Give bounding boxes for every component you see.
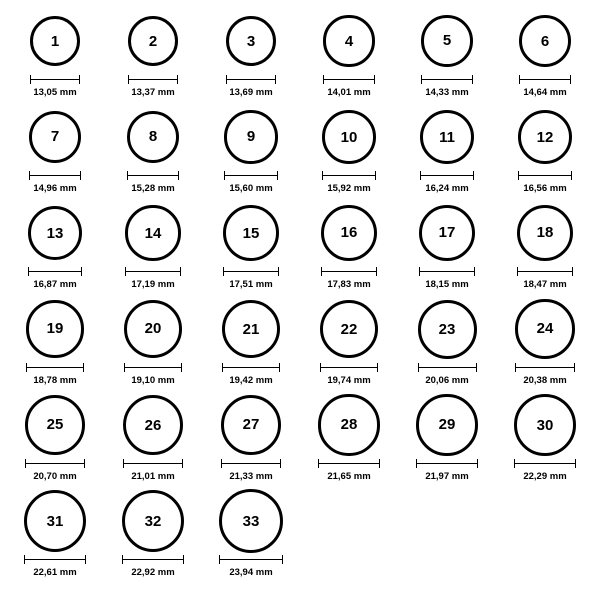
diameter-measure-icon (515, 363, 574, 373)
diameter-value-label: 14,33 mm (425, 87, 469, 98)
ring-size-cell (202, 298, 300, 394)
ring-circle-icon (222, 300, 280, 358)
ring-size-label: 11 (439, 128, 455, 146)
ring-circle-wrapper (28, 202, 83, 264)
ring-circle-wrapper (321, 202, 377, 264)
ring-size-row (6, 394, 594, 490)
diameter-measure-icon (28, 267, 83, 277)
ring-size-label: 26 (144, 416, 162, 434)
diameter-value-label: 17,51 mm (229, 279, 273, 290)
ring-size-label: 16 (340, 224, 358, 242)
diameter-value-label: 23,94 mm (229, 567, 273, 578)
ring-circle-icon (26, 300, 83, 357)
ring-circle-wrapper (519, 10, 571, 72)
ring-circle-icon (226, 16, 277, 67)
ring-circle-wrapper (29, 106, 81, 168)
ring-size-label: 28 (340, 416, 358, 434)
diameter-measure-icon (519, 75, 571, 85)
ring-size-label: 12 (536, 128, 554, 146)
diameter-value-label: 19,74 mm (327, 375, 371, 386)
ring-circle-icon (127, 111, 180, 164)
ring-size-cell (104, 202, 202, 298)
ring-size-cell (6, 106, 104, 202)
ring-size-cell (300, 202, 398, 298)
ring-circle-wrapper (421, 10, 473, 72)
diameter-value-label: 16,24 mm (425, 183, 469, 194)
diameter-measure-icon (221, 459, 282, 469)
diameter-measure-icon (419, 267, 476, 277)
ring-size-label: 29 (438, 416, 456, 434)
ring-size-label: 14 (144, 224, 162, 242)
ring-circle-icon (25, 395, 85, 455)
ring-size-cell (104, 298, 202, 394)
diameter-value-label: 20,38 mm (523, 375, 567, 386)
ring-circle-icon (416, 394, 477, 455)
diameter-measure-icon (416, 459, 477, 469)
ring-size-label: 3 (246, 32, 256, 50)
ring-size-label: 31 (46, 512, 64, 530)
ring-circle-icon (224, 110, 277, 163)
diameter-value-label: 19,10 mm (131, 375, 175, 386)
ring-size-cell (398, 298, 496, 394)
ring-circle-wrapper (127, 106, 180, 168)
ring-circle-wrapper (514, 394, 576, 456)
ring-circle-wrapper (125, 202, 180, 264)
diameter-value-label: 18,15 mm (425, 279, 469, 290)
ring-circle-icon (323, 15, 374, 66)
ring-size-label: 30 (536, 416, 554, 434)
ring-circle-wrapper (122, 490, 185, 552)
ring-size-label: 17 (438, 224, 456, 242)
ring-circle-icon (223, 205, 279, 261)
diameter-value-label: 14,64 mm (523, 87, 567, 98)
ring-circle-wrapper (517, 202, 574, 264)
ring-size-cell (202, 10, 300, 106)
ring-size-cell (300, 394, 398, 490)
ring-circle-wrapper (318, 394, 379, 456)
diameter-measure-icon (26, 363, 83, 373)
ring-circle-wrapper (25, 394, 85, 456)
diameter-value-label: 13,05 mm (33, 87, 77, 98)
ring-circle-icon (421, 15, 473, 67)
ring-size-cell (6, 298, 104, 394)
diameter-value-label: 16,87 mm (33, 279, 77, 290)
diameter-value-label: 15,60 mm (229, 183, 273, 194)
ring-circle-icon (318, 394, 379, 455)
ring-size-cell (104, 106, 202, 202)
diameter-measure-icon (224, 171, 277, 181)
ring-circle-wrapper (322, 106, 376, 168)
ring-size-label: 15 (242, 224, 260, 242)
diameter-measure-icon (123, 459, 183, 469)
diameter-measure-icon (219, 555, 283, 565)
ring-size-label: 13 (46, 224, 64, 242)
diameter-value-label: 14,01 mm (327, 87, 371, 98)
ring-size-row (6, 10, 594, 106)
ring-size-cell (496, 394, 594, 490)
ring-circle-icon (418, 300, 477, 359)
ring-size-cell (496, 10, 594, 106)
diameter-measure-icon (322, 171, 376, 181)
ring-size-cell (202, 490, 300, 586)
ring-circle-icon (515, 299, 574, 358)
ring-circle-wrapper (26, 298, 83, 360)
diameter-value-label: 20,06 mm (425, 375, 469, 386)
ring-circle-icon (320, 300, 379, 359)
ring-size-label: 18 (536, 224, 554, 242)
ring-circle-icon (123, 395, 183, 455)
diameter-measure-icon (420, 171, 474, 181)
ring-circle-icon (219, 489, 283, 553)
diameter-measure-icon (514, 459, 576, 469)
diameter-measure-icon (122, 555, 185, 565)
ring-size-label: 6 (540, 32, 550, 50)
ring-circle-wrapper (222, 298, 280, 360)
ring-circle-wrapper (221, 394, 282, 456)
diameter-value-label: 18,47 mm (523, 279, 567, 290)
ring-circle-wrapper (128, 10, 178, 72)
ring-size-cell (300, 298, 398, 394)
ring-circle-icon (517, 205, 574, 262)
ring-circle-wrapper (515, 298, 574, 360)
diameter-measure-icon (418, 363, 477, 373)
diameter-value-label: 19,42 mm (229, 375, 273, 386)
ring-size-label: 8 (148, 128, 158, 146)
ring-size-cell (202, 202, 300, 298)
ring-size-label: 4 (344, 32, 354, 50)
ring-circle-icon (28, 206, 83, 261)
ring-size-cell (202, 394, 300, 490)
ring-size-cell (300, 10, 398, 106)
diameter-measure-icon (124, 363, 182, 373)
ring-size-cell (398, 202, 496, 298)
ring-size-row (6, 202, 594, 298)
diameter-measure-icon (318, 459, 379, 469)
diameter-measure-icon (30, 75, 80, 85)
diameter-value-label: 22,92 mm (131, 567, 175, 578)
diameter-value-label: 15,28 mm (131, 183, 175, 194)
ring-circle-wrapper (320, 298, 379, 360)
ring-size-label: 1 (50, 32, 60, 50)
ring-size-label: 2 (148, 32, 158, 50)
ring-circle-icon (419, 205, 476, 262)
ring-circle-wrapper (124, 298, 182, 360)
ring-size-label: 20 (144, 320, 162, 338)
ring-size-cell (6, 490, 104, 586)
ring-circle-wrapper (416, 394, 477, 456)
ring-size-label: 27 (242, 416, 260, 434)
ring-size-label: 25 (46, 416, 64, 434)
ring-circle-wrapper (30, 10, 80, 72)
diameter-value-label: 21,33 mm (229, 471, 273, 482)
diameter-value-label: 13,69 mm (229, 87, 273, 98)
ring-circle-wrapper (223, 202, 279, 264)
diameter-measure-icon (518, 171, 573, 181)
ring-circle-icon (124, 300, 182, 358)
ring-size-cell (104, 490, 202, 586)
ring-size-row (6, 106, 594, 202)
ring-size-cell (6, 202, 104, 298)
ring-size-cell (202, 106, 300, 202)
ring-size-label: 5 (442, 32, 452, 50)
diameter-value-label: 13,37 mm (131, 87, 175, 98)
ring-circle-icon (420, 110, 474, 164)
ring-circle-icon (514, 394, 576, 456)
ring-circle-icon (24, 490, 86, 552)
diameter-measure-icon (320, 363, 379, 373)
diameter-measure-icon (222, 363, 280, 373)
ring-size-cell (6, 394, 104, 490)
diameter-measure-icon (226, 75, 277, 85)
ring-size-cell (398, 394, 496, 490)
ring-size-label: 21 (242, 320, 260, 338)
diameter-value-label: 18,78 mm (33, 375, 77, 386)
diameter-value-label: 21,97 mm (425, 471, 469, 482)
diameter-value-label: 21,01 mm (131, 471, 175, 482)
ring-size-label: 22 (340, 320, 358, 338)
diameter-value-label: 22,61 mm (33, 567, 77, 578)
ring-size-label: 7 (50, 128, 60, 146)
ring-size-label: 10 (340, 128, 358, 146)
ring-circle-icon (122, 490, 185, 553)
diameter-value-label: 17,19 mm (131, 279, 175, 290)
ring-circle-icon (519, 15, 571, 67)
ring-circle-wrapper (219, 490, 283, 552)
diameter-value-label: 15,92 mm (327, 183, 371, 194)
ring-circle-icon (518, 110, 573, 165)
ring-circle-wrapper (24, 490, 86, 552)
ring-circle-icon (128, 16, 178, 66)
diameter-measure-icon (421, 75, 473, 85)
diameter-measure-icon (517, 267, 574, 277)
ring-circle-wrapper (518, 106, 573, 168)
ring-circle-wrapper (418, 298, 477, 360)
ring-size-cell (6, 10, 104, 106)
diameter-value-label: 21,65 mm (327, 471, 371, 482)
diameter-measure-icon (125, 267, 180, 277)
ring-circle-wrapper (419, 202, 476, 264)
ring-circle-icon (321, 205, 377, 261)
ring-size-row (6, 490, 594, 586)
diameter-measure-icon (29, 171, 81, 181)
ring-size-label: 32 (144, 512, 162, 530)
ring-circle-icon (125, 205, 180, 260)
ring-size-label: 9 (246, 128, 256, 146)
ring-circle-wrapper (420, 106, 474, 168)
diameter-value-label: 22,29 mm (523, 471, 567, 482)
ring-size-cell (496, 202, 594, 298)
ring-circle-icon (29, 111, 81, 163)
ring-circle-wrapper (226, 10, 277, 72)
ring-size-label: 33 (242, 512, 260, 530)
ring-size-cell (496, 106, 594, 202)
diameter-measure-icon (323, 75, 374, 85)
ring-size-cell (300, 106, 398, 202)
ring-size-cell (104, 394, 202, 490)
diameter-measure-icon (128, 75, 178, 85)
diameter-value-label: 20,70 mm (33, 471, 77, 482)
ring-circle-icon (30, 16, 80, 66)
ring-size-label: 24 (536, 320, 554, 338)
ring-size-label: 19 (46, 320, 64, 338)
ring-size-cell (104, 10, 202, 106)
diameter-measure-icon (24, 555, 86, 565)
diameter-value-label: 17,83 mm (327, 279, 371, 290)
ring-circle-icon (221, 395, 282, 456)
diameter-value-label: 14,96 mm (33, 183, 77, 194)
diameter-measure-icon (321, 267, 377, 277)
diameter-measure-icon (223, 267, 279, 277)
ring-size-label: 23 (438, 320, 456, 338)
diameter-measure-icon (127, 171, 180, 181)
ring-circle-wrapper (224, 106, 277, 168)
diameter-measure-icon (25, 459, 85, 469)
diameter-value-label: 16,56 mm (523, 183, 567, 194)
ring-circle-wrapper (323, 10, 374, 72)
ring-size-cell (398, 10, 496, 106)
ring-circle-icon (322, 110, 376, 164)
ring-size-cell (496, 298, 594, 394)
ring-circle-wrapper (123, 394, 183, 456)
ring-size-cell (398, 106, 496, 202)
ring-size-row (6, 298, 594, 394)
